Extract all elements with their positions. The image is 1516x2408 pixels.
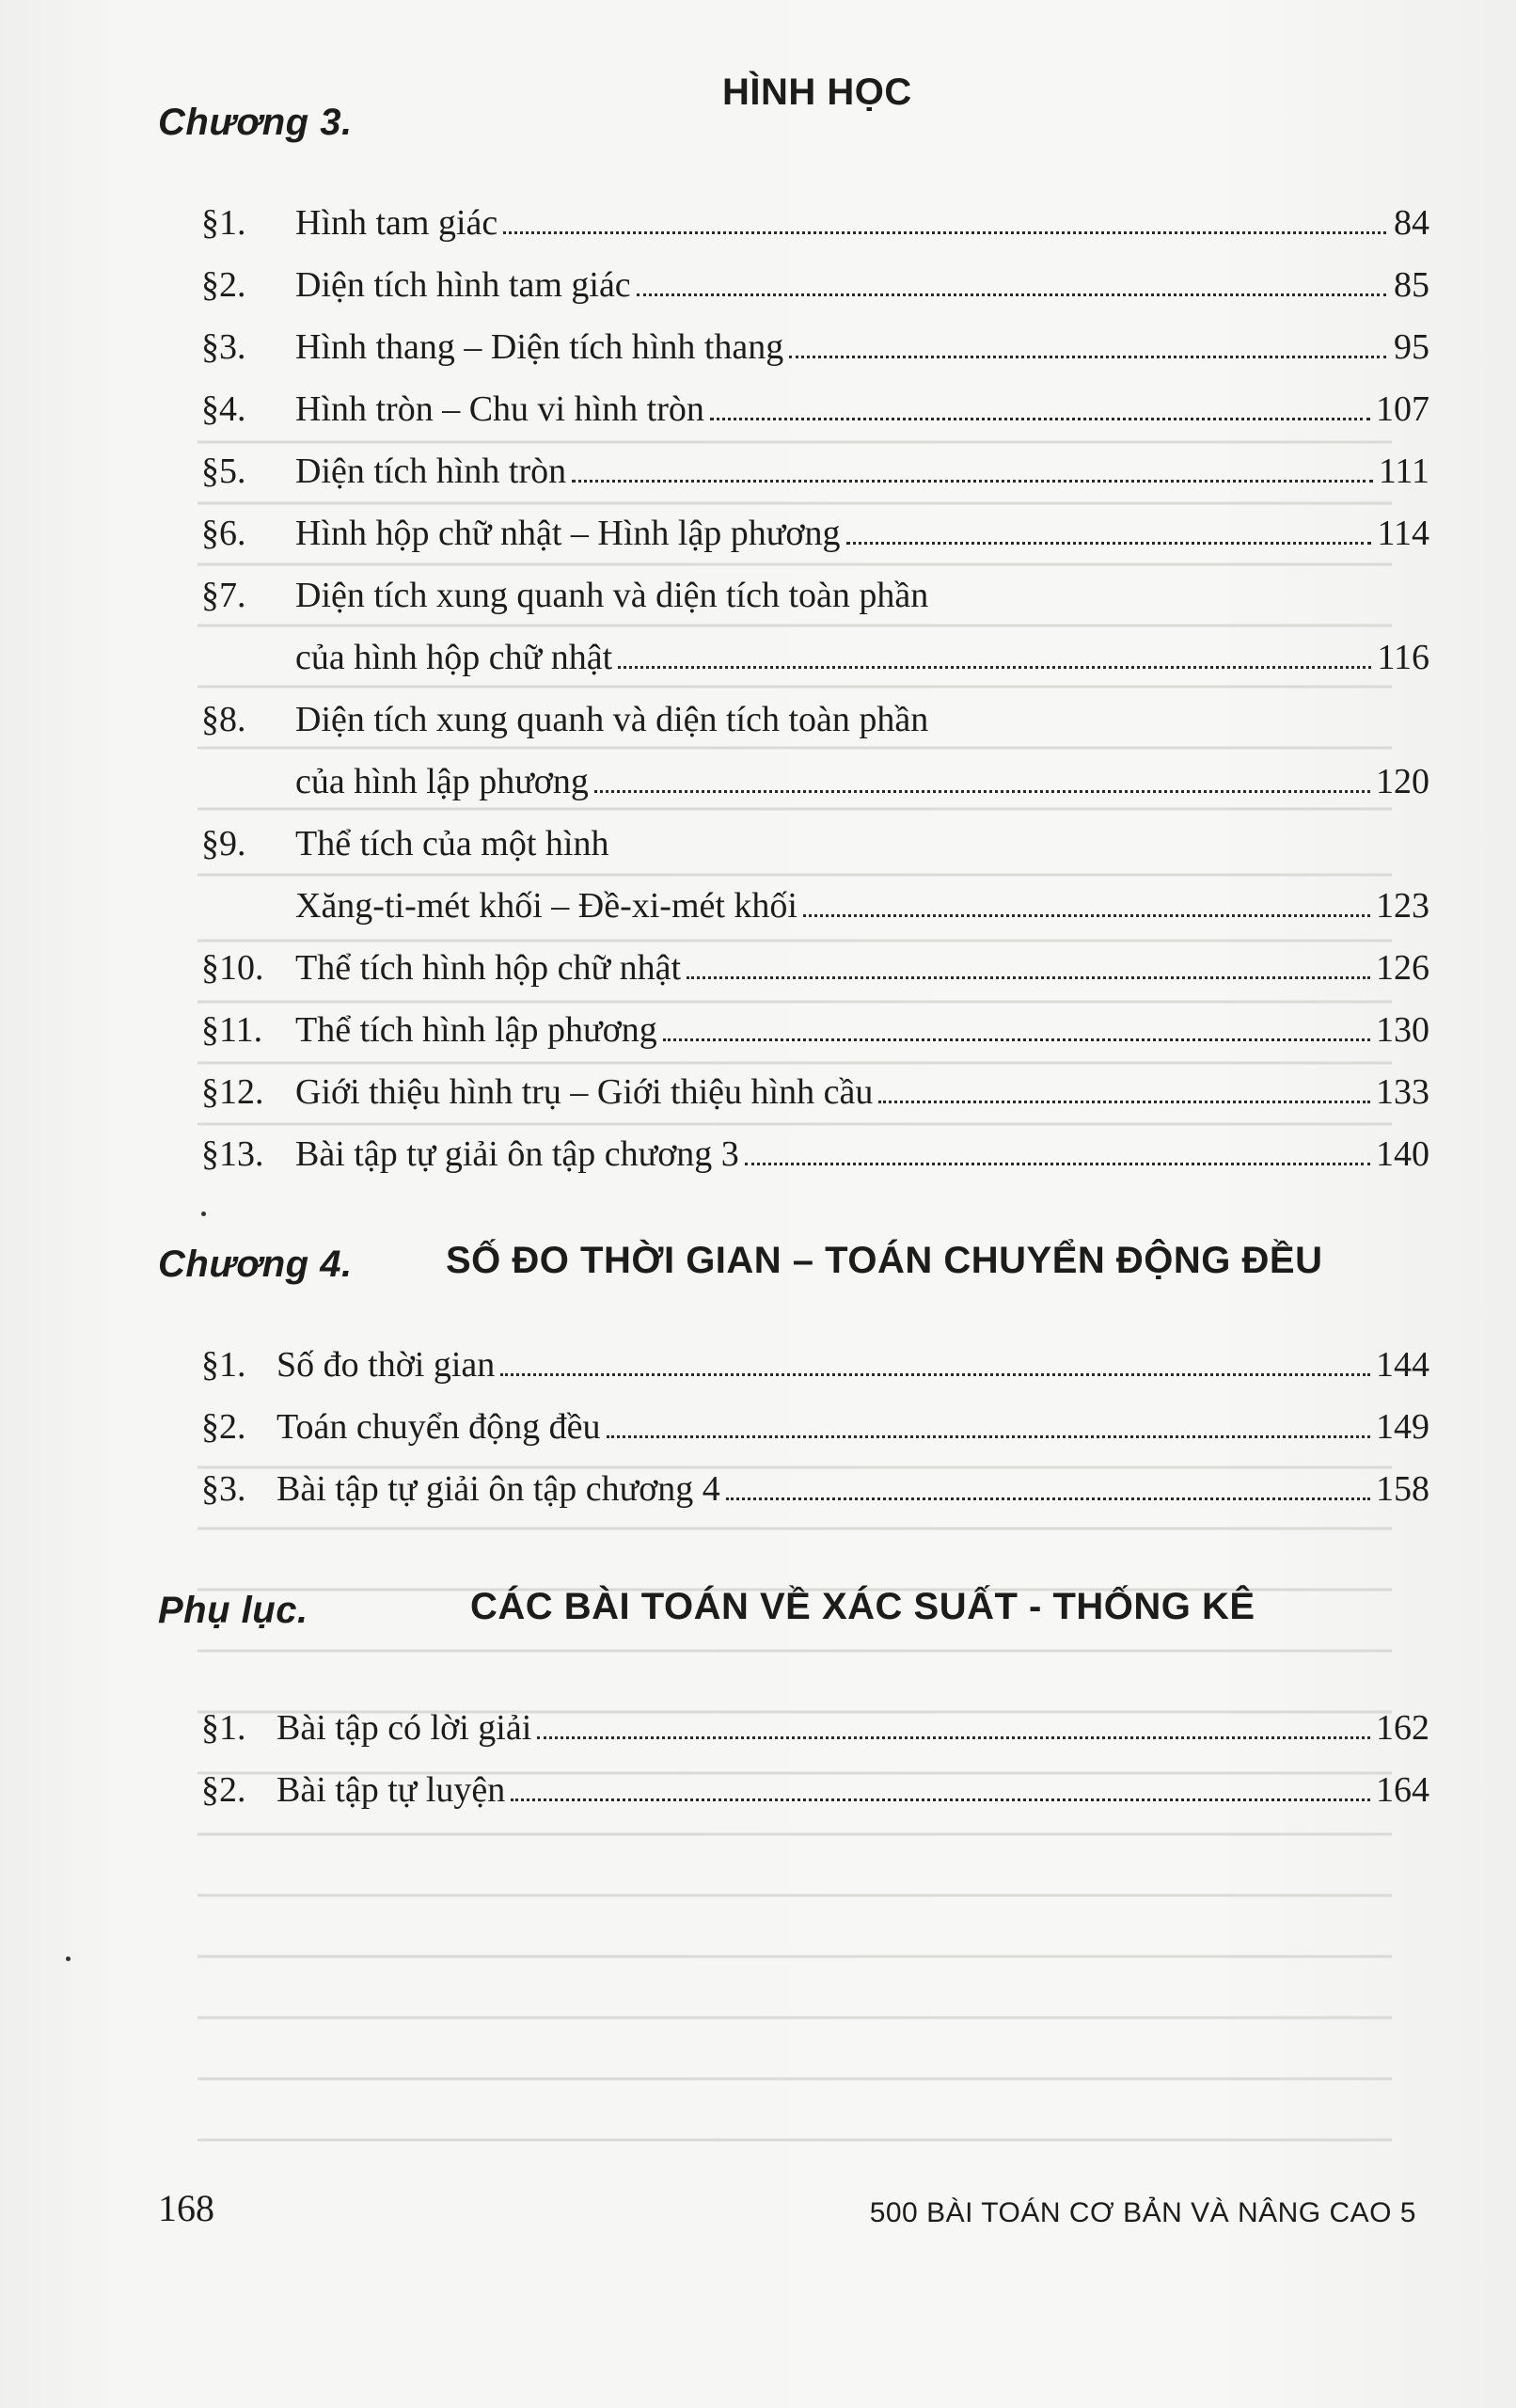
chapter-3-label: Chương 3. bbox=[158, 102, 353, 143]
dot-leader bbox=[710, 417, 1370, 420]
page-number: 133 bbox=[1376, 1072, 1429, 1112]
section-title: Giới thiệu hình trụ – Giới thiệu hình cầu bbox=[295, 1072, 874, 1112]
section-title-continued: của hình hộp chữ nhật bbox=[295, 638, 613, 677]
page-number: 95 bbox=[1394, 327, 1429, 367]
dot-leader bbox=[878, 1100, 1370, 1103]
dot-leader bbox=[594, 789, 1370, 793]
dot-leader bbox=[500, 1372, 1370, 1376]
section-number: §11. bbox=[201, 1010, 263, 1050]
page-number: 149 bbox=[1376, 1407, 1429, 1447]
appendix-label: Phụ lục. bbox=[158, 1590, 308, 1631]
chapter-4-label: Chương 4. bbox=[158, 1244, 353, 1285]
section-number: §1. bbox=[201, 203, 246, 243]
section-title: Bài tập tự luyện bbox=[276, 1770, 506, 1810]
toc-entry-ch3-7-continued[interactable] bbox=[201, 630, 1429, 685]
footer-page-number: 168 bbox=[158, 2187, 214, 2229]
toc-entry-ch4-1[interactable] bbox=[201, 1338, 1429, 1392]
page-number: 126 bbox=[1376, 948, 1429, 988]
dot-leader bbox=[511, 1798, 1370, 1801]
toc-entry-ch3-8-continued[interactable] bbox=[201, 754, 1429, 809]
toc-entry-ch3-13[interactable] bbox=[201, 1127, 1429, 1181]
section-title: Diện tích xung quanh và diện tích toàn phần bbox=[295, 700, 929, 739]
section-number: §4. bbox=[201, 389, 246, 429]
dot-leader bbox=[745, 1162, 1370, 1165]
section-number: §6. bbox=[201, 514, 246, 553]
section-number: §8. bbox=[201, 700, 246, 739]
page-number: 158 bbox=[1376, 1469, 1429, 1509]
page-number: 164 bbox=[1376, 1770, 1429, 1810]
section-title: Thể tích của một hình bbox=[295, 824, 609, 863]
page-number: 107 bbox=[1376, 389, 1429, 429]
toc-entry-ch3-1[interactable] bbox=[201, 196, 1429, 250]
dot-leader bbox=[503, 230, 1386, 234]
section-number: §13. bbox=[201, 1134, 264, 1174]
section-title: Bài tập tự giải ôn tập chương 3 bbox=[295, 1134, 739, 1174]
section-number: §3. bbox=[201, 1469, 246, 1509]
print-speck bbox=[66, 1956, 71, 1961]
dot-leader bbox=[572, 479, 1373, 483]
page-number: 120 bbox=[1376, 762, 1429, 801]
section-number: §2. bbox=[201, 1407, 246, 1447]
toc-entry-ch3-5[interactable] bbox=[201, 444, 1429, 499]
toc-entry-ch4-3[interactable] bbox=[201, 1462, 1429, 1516]
page-number: 140 bbox=[1376, 1134, 1429, 1174]
print-speck bbox=[201, 1212, 206, 1216]
toc-entry-ch3-3[interactable] bbox=[201, 320, 1429, 374]
toc-entry-ch3-6[interactable] bbox=[201, 506, 1429, 561]
section-title: Hình thang – Diện tích hình thang bbox=[295, 327, 784, 367]
toc-entry-ch3-12[interactable] bbox=[201, 1065, 1429, 1119]
page-number: 123 bbox=[1376, 886, 1429, 926]
section-title: Hình tam giác bbox=[295, 203, 498, 243]
section-number: §9. bbox=[201, 824, 246, 863]
dot-leader bbox=[537, 1735, 1370, 1739]
page-number: 144 bbox=[1376, 1345, 1429, 1385]
page-number: 114 bbox=[1377, 514, 1429, 553]
dot-leader bbox=[789, 355, 1386, 358]
toc-entry-appendix-1[interactable] bbox=[201, 1701, 1429, 1755]
dot-leader bbox=[803, 913, 1370, 917]
section-title: Diện tích hình tròn bbox=[295, 452, 567, 491]
toc-entry-ch4-2[interactable] bbox=[201, 1400, 1429, 1454]
dot-leader bbox=[637, 293, 1386, 296]
section-title: Số đo thời gian bbox=[276, 1345, 496, 1385]
toc-entry-ch3-2[interactable] bbox=[201, 258, 1429, 312]
section-number: §2. bbox=[201, 265, 246, 305]
section-number: §1. bbox=[201, 1345, 246, 1385]
dot-leader bbox=[618, 665, 1371, 669]
toc-entry-ch3-10[interactable] bbox=[201, 941, 1429, 995]
toc-entry-ch3-9-continued[interactable] bbox=[201, 879, 1429, 933]
section-number: §7. bbox=[201, 576, 246, 615]
page-number: 85 bbox=[1394, 265, 1429, 305]
dot-leader bbox=[687, 975, 1370, 979]
chapter-3-title: HÌNH HỌC bbox=[722, 71, 912, 113]
page-number: 130 bbox=[1376, 1010, 1429, 1050]
dot-leader bbox=[663, 1038, 1370, 1041]
chapter-4-title: SỐ ĐO THỜI GIAN – TOÁN CHUYỂN ĐỘNG ĐỀU bbox=[446, 1240, 1323, 1281]
toc-entry-ch3-9[interactable] bbox=[201, 816, 1429, 871]
section-number: §12. bbox=[201, 1072, 264, 1112]
page-number: 116 bbox=[1377, 638, 1429, 677]
section-title: Hình hộp chữ nhật – Hình lập phương bbox=[295, 514, 841, 553]
section-title: Thể tích hình hộp chữ nhật bbox=[295, 948, 682, 988]
toc-entry-ch3-7[interactable] bbox=[201, 568, 1429, 623]
section-number: §3. bbox=[201, 327, 246, 367]
section-title: Bài tập có lời giải bbox=[276, 1708, 532, 1748]
section-title: Diện tích xung quanh và diện tích toàn phần bbox=[295, 576, 929, 615]
page-number: 84 bbox=[1394, 203, 1429, 243]
section-title: Diện tích hình tam giác bbox=[295, 265, 631, 305]
section-title-continued: Xăng-ti-mét khối – Đề-xi-mét khối bbox=[295, 886, 797, 926]
section-number: §10. bbox=[201, 948, 264, 988]
toc-entry-ch3-4[interactable] bbox=[201, 382, 1429, 436]
appendix-title: CÁC BÀI TOÁN VỀ XÁC SUẤT - THỐNG KÊ bbox=[470, 1586, 1255, 1627]
section-title: Thể tích hình lập phương bbox=[295, 1010, 657, 1050]
toc-entry-appendix-2[interactable] bbox=[201, 1763, 1429, 1817]
section-title: Hình tròn – Chu vi hình tròn bbox=[295, 389, 704, 429]
toc-entry-ch3-8[interactable] bbox=[201, 692, 1429, 747]
section-title-continued: của hình lập phương bbox=[295, 762, 589, 801]
section-number: §1. bbox=[201, 1708, 246, 1748]
page-number: 111 bbox=[1378, 452, 1429, 491]
footer-book-title: 500 BÀI TOÁN CƠ BẢN VÀ NÂNG CAO 5 bbox=[869, 2197, 1416, 2228]
section-title: Toán chuyển động đều bbox=[276, 1407, 601, 1447]
section-number: §2. bbox=[201, 1770, 246, 1810]
section-number: §5. bbox=[201, 452, 246, 491]
dot-leader bbox=[846, 541, 1372, 545]
page-number: 162 bbox=[1376, 1708, 1429, 1748]
section-title: Bài tập tự giải ôn tập chương 4 bbox=[276, 1469, 720, 1509]
dot-leader bbox=[607, 1434, 1370, 1438]
dot-leader bbox=[726, 1497, 1370, 1500]
toc-entry-ch3-11[interactable] bbox=[201, 1003, 1429, 1057]
